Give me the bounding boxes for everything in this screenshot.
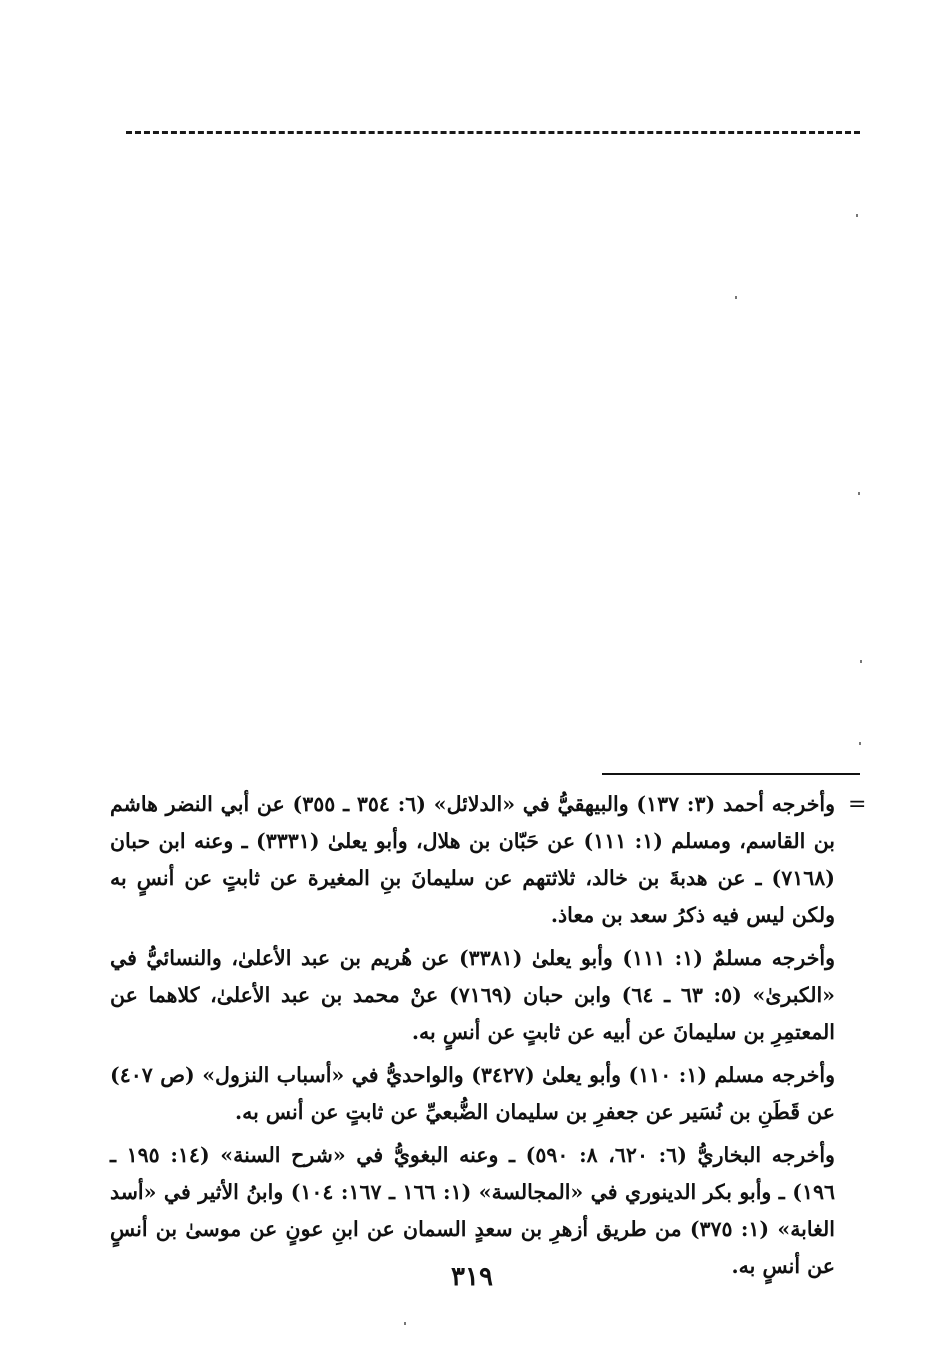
footnote-paragraph-2: وأخرجه مسلمٌ (١: ١١١) وأبو يعلىٰ (٣٣٨١) عن هُريم بن عبد الأعلىٰ، والنسائيُّ في «الكبرىٰ» (٥: ٦٣ ـ ٦٤) وابن حبان (٧١٦٩) عنْ محمد بن عبد الأعلىٰ، كلاهما عن المعتمِرِ بن سليمانَ عن أبيه عن ثابتٍ عن أنسٍ به. xyxy=(110,946,835,1044)
scan-speck xyxy=(856,214,858,217)
footnote-paragraph-3: وأخرجه مسلم (١: ١١٠) وأبو يعلىٰ (٣٤٢٧) والواحديُّ في «أسباب النزول» (ص ٤٠٧) عن قَطَنِ بن نُسَير عن جعفرِ بن سليمان الضُّبعيِّ عن ثابتٍ عن أنس به. xyxy=(110,1063,835,1124)
scan-speck xyxy=(860,660,862,663)
footnote-paragraph-1: وأخرجه أحمد (٣: ١٣٧) والبيهقيُّ في «الدلائل» (٦: ٣٥٤ ـ ٣٥٥) عن أبي النضر هاشم بن القاسم، ومسلم (١: ١١١) عن حَبّان بن هلال، وأبو يعلىٰ (٣٣٣١) ـ وعنه ابن حبان (٧١٦٨) ـ عن هدبةَ بن خالد، ثلاثتهم عن سليمانَ بنِ المغيرة عن ثابتٍ عن أنسٍ به ولكن ليس فيه ذكرُ سعد بن معاذ. xyxy=(110,792,836,927)
scan-speck xyxy=(859,742,861,745)
footnote-separator xyxy=(602,773,860,775)
footnote-paragraph-4: وأخرجه البخاريُّ (٦: ٦٢٠، ٨: ٥٩٠) ـ وعنه البغويُّ في «شرح السنة» (١٤: ١٩٥ ـ ١٩٦) ـ وأبو بكر الدينوري في «المجالسة» (١: ١٦٦ ـ ١٦٧: ١٠٤) وابنُ الأثير في «أسد الغابة» (١: ٣٧٥) من طريق أزهرِ بن سعدٍ السمان عن ابنِ عونٍ عن موسىٰ بن أنسٍ عن أنسٍ به. xyxy=(110,1143,836,1278)
scan-speck xyxy=(858,492,860,495)
scan-speck xyxy=(404,1322,406,1325)
page-number: ٣١٩ xyxy=(451,1262,493,1292)
footnotes-block xyxy=(110,786,835,1291)
scan-speck xyxy=(735,296,737,299)
header-dashed-rule xyxy=(126,131,860,134)
continuation-mark: = xyxy=(848,792,867,817)
